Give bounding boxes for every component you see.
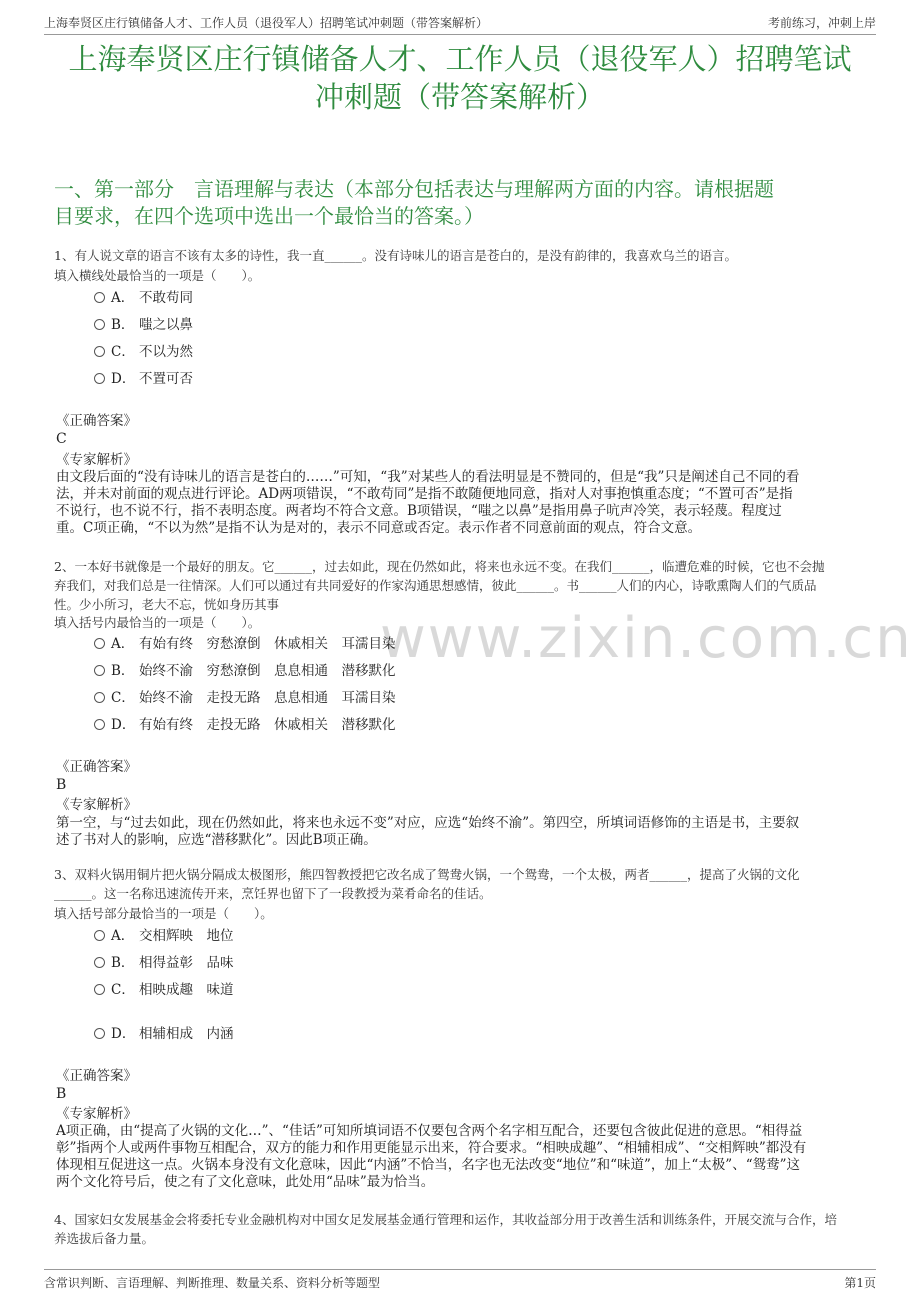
question-1-answer: C xyxy=(56,431,67,447)
analysis-line: 不说行，也不说不行，指不表明态度。两者均不符合文意。B项错误，“嗤之以鼻”是指用鼻子吭声冷笑，表示轻蔑。程度过 xyxy=(56,503,782,519)
option-letter: A． xyxy=(111,290,135,306)
option-letter: D． xyxy=(111,717,136,733)
question-1-analysis-label: 《专家解析》 xyxy=(56,452,137,468)
analysis-line: 第一空，与“过去如此，现在仍然如此，将来也永远不变”对应，应选“始终不渝”。第四空，所填词语修饰的主语是书，主要叙 xyxy=(56,815,800,831)
question-2-option-b[interactable] xyxy=(94,662,396,680)
analysis-line: 体现相互促进这一点。火锅本身没有文化意味，因此“内涵”不恰当，名字也无法改变“地位”和“味道”，加上“太极”、“鸳鸯”这 xyxy=(56,1157,801,1173)
question-3-option-d[interactable] xyxy=(94,1025,234,1043)
option-letter: D． xyxy=(111,1026,136,1042)
section-heading xyxy=(54,176,866,230)
option-letter: C． xyxy=(111,690,135,706)
question-3-option-c[interactable] xyxy=(94,981,234,999)
analysis-line: 述了书对人的影响，应选“潜移默化”。因此B项正确。 xyxy=(56,832,377,848)
option-text: 嗤之以鼻 xyxy=(139,317,193,333)
radio-icon[interactable] xyxy=(94,719,105,730)
question-3-line-2: ______。这一名称迅速流传开来，烹饪界也留下了一段教授为菜肴命名的佳话。 xyxy=(54,886,492,901)
option-text: 不以为然 xyxy=(139,344,193,360)
question-1-analysis xyxy=(56,469,868,537)
question-3-answer: B xyxy=(56,1086,67,1102)
question-1-line-1: 1、有人说文章的语言不该有太多的诗性，我一直______。没有诗味儿的语言是苍白的，是没有韵律的，我喜欢乌兰的语言。 xyxy=(54,248,737,263)
option-text: 有始有终 走投无路 休戚相关 潜移默化 xyxy=(139,717,396,733)
question-4-line-1: 4、国家妇女发展基金会将委托专业金融机构对中国女足发展基金通行管理和运作，其收益部分用于改善生活和训练条件，开展交流与合作，培 xyxy=(54,1212,837,1227)
page-header xyxy=(44,12,876,35)
question-3-analysis xyxy=(56,1123,868,1191)
option-letter: D． xyxy=(111,371,136,387)
section-line-2: 目要求，在四个选项中选出一个最恰当的答案。） xyxy=(54,204,484,228)
question-4-stem xyxy=(54,1211,866,1247)
radio-icon[interactable] xyxy=(94,292,105,303)
footer-topics: 含常识判断、言语理解、判断推理、数量关系、资料分析等题型 xyxy=(44,1276,381,1290)
header-slogan: 考前练习，冲刺上岸 xyxy=(767,16,876,30)
option-letter: B． xyxy=(111,317,135,333)
radio-icon[interactable] xyxy=(94,1028,105,1039)
question-1-stem xyxy=(54,247,866,264)
analysis-line: 两个文化符号后，使之有了文化意味，此处用“品味”最为恰当。 xyxy=(56,1174,435,1190)
option-text: 始终不渝 走投无路 息息相通 耳濡目染 xyxy=(139,690,396,706)
question-1-answer-label: 《正确答案》 xyxy=(56,413,137,429)
radio-icon[interactable] xyxy=(94,984,105,995)
question-2-answer: B xyxy=(56,777,67,793)
question-4-line-2: 养选拔后备力量。 xyxy=(54,1231,155,1246)
title-line-2: 冲刺题（带答案解析） xyxy=(314,80,605,114)
option-letter: A． xyxy=(111,636,135,652)
option-text: 相得益彰 品味 xyxy=(139,955,234,971)
analysis-line: 法，并未对前面的观点进行评论。AD两项错误，“不敢苟同”是指不敢随便地同意，指对人对事抱慎重态度；“不置可否”是指 xyxy=(56,486,793,502)
radio-icon[interactable] xyxy=(94,957,105,968)
page-number: 第1页 xyxy=(844,1276,876,1290)
option-text: 相映成趣 味道 xyxy=(139,982,234,998)
radio-icon[interactable] xyxy=(94,346,105,357)
analysis-line: A项正确，由“提高了火锅的文化…”、“佳话”可知所填词语不仅要包含两个名字相互配合，还要包含彼此促进的意思。“相得益 xyxy=(56,1123,803,1139)
radio-icon[interactable] xyxy=(94,319,105,330)
radio-icon[interactable] xyxy=(94,373,105,384)
page-title xyxy=(44,40,876,116)
question-2-line-1: 2、一本好书就像是一个最好的朋友。它______，过去如此，现在仍然如此，将来也永远不变。在我们______，临遭危难的时候，它也不会抛 xyxy=(54,559,825,574)
question-2-stem xyxy=(54,558,866,613)
radio-icon[interactable] xyxy=(94,692,105,703)
question-2-prompt: 填入括号内最恰当的一项是（ ）。 xyxy=(54,615,261,630)
analysis-line: 重。C项正确，“不以为然”是指不认为是对的，表示不同意或否定。表示作者不同意前面的观点，符合文意。 xyxy=(56,520,702,536)
option-text: 始终不渝 穷愁潦倒 息息相通 潜移默化 xyxy=(139,663,396,679)
question-2-line-3: 性。少小所习，老大不忘，恍如身历其事 xyxy=(54,597,280,612)
question-2-answer-label: 《正确答案》 xyxy=(56,759,137,775)
question-2-option-c[interactable] xyxy=(94,689,396,707)
header-doc-title: 上海奉贤区庄行镇储备人才、工作人员（退役军人）招聘笔试冲刺题（带答案解析） xyxy=(44,16,489,30)
option-letter: C． xyxy=(111,344,135,360)
option-letter: B． xyxy=(111,955,135,971)
option-letter: A． xyxy=(111,928,135,944)
section-line-1: 一、第一部分 言语理解与表达（本部分包括表达与理解两方面的内容。请根据题 xyxy=(54,177,774,201)
question-1-option-b[interactable] xyxy=(94,316,193,334)
question-2-line-2: 弃我们，对我们总是一往情深。人们可以通过有共同爱好的作家沟通思想感情，彼此______。书______人们的内心，诗歌熏陶人们的气质品 xyxy=(54,578,817,593)
question-1-option-a[interactable] xyxy=(94,289,193,307)
radio-icon[interactable] xyxy=(94,638,105,649)
question-2-option-a[interactable] xyxy=(94,635,396,653)
option-text: 交相辉映 地位 xyxy=(139,928,234,944)
question-3-line-1: 3、双料火锅用铜片把火锅分隔成太极图形，熊四智教授把它改名成了鸳鸯火锅，一个鸳鸯，一个太极，两者______，提高了火锅的文化 xyxy=(54,867,800,882)
question-1-prompt: 填入横线处最恰当的一项是（ ）。 xyxy=(54,268,261,283)
question-2-analysis xyxy=(56,815,868,849)
question-3-option-a[interactable] xyxy=(94,927,234,945)
option-text: 不敢苟同 xyxy=(139,290,193,306)
analysis-line: 彰”指两个人或两件事物互相配合，双方的能力和作用更能显示出来，符合要求。“相映成趣”、“相辅相成”、“交相辉映”都没有 xyxy=(56,1140,807,1156)
title-line-1: 上海奉贤区庄行镇储备人才、工作人员（退役军人）招聘笔试 xyxy=(68,42,852,76)
option-text: 相辅相成 内涵 xyxy=(139,1026,234,1042)
option-letter: B． xyxy=(111,663,135,679)
question-1-option-d[interactable] xyxy=(94,370,193,388)
question-2-analysis-label: 《专家解析》 xyxy=(56,797,137,813)
question-1-option-c[interactable] xyxy=(94,343,193,361)
radio-icon[interactable] xyxy=(94,930,105,941)
option-text: 不置可否 xyxy=(139,371,193,387)
option-letter: C． xyxy=(111,982,135,998)
question-3-analysis-label: 《专家解析》 xyxy=(56,1106,137,1122)
question-2-option-d[interactable] xyxy=(94,716,396,734)
question-3-stem xyxy=(54,866,866,902)
watermark: www.zixin.com.cn xyxy=(380,606,913,671)
radio-icon[interactable] xyxy=(94,665,105,676)
page-footer xyxy=(44,1269,876,1290)
question-3-option-b[interactable] xyxy=(94,954,234,972)
analysis-line: 由文段后面的“没有诗味儿的语言是苍白的……”可知，“我”对某些人的看法明显是不赞同的，但是“我”只是阐述自己不同的看 xyxy=(56,469,800,485)
question-3-prompt: 填入括号部分最恰当的一项是（ ）。 xyxy=(54,906,273,921)
option-text: 有始有终 穷愁潦倒 休戚相关 耳濡目染 xyxy=(139,636,396,652)
question-3-answer-label: 《正确答案》 xyxy=(56,1068,137,1084)
